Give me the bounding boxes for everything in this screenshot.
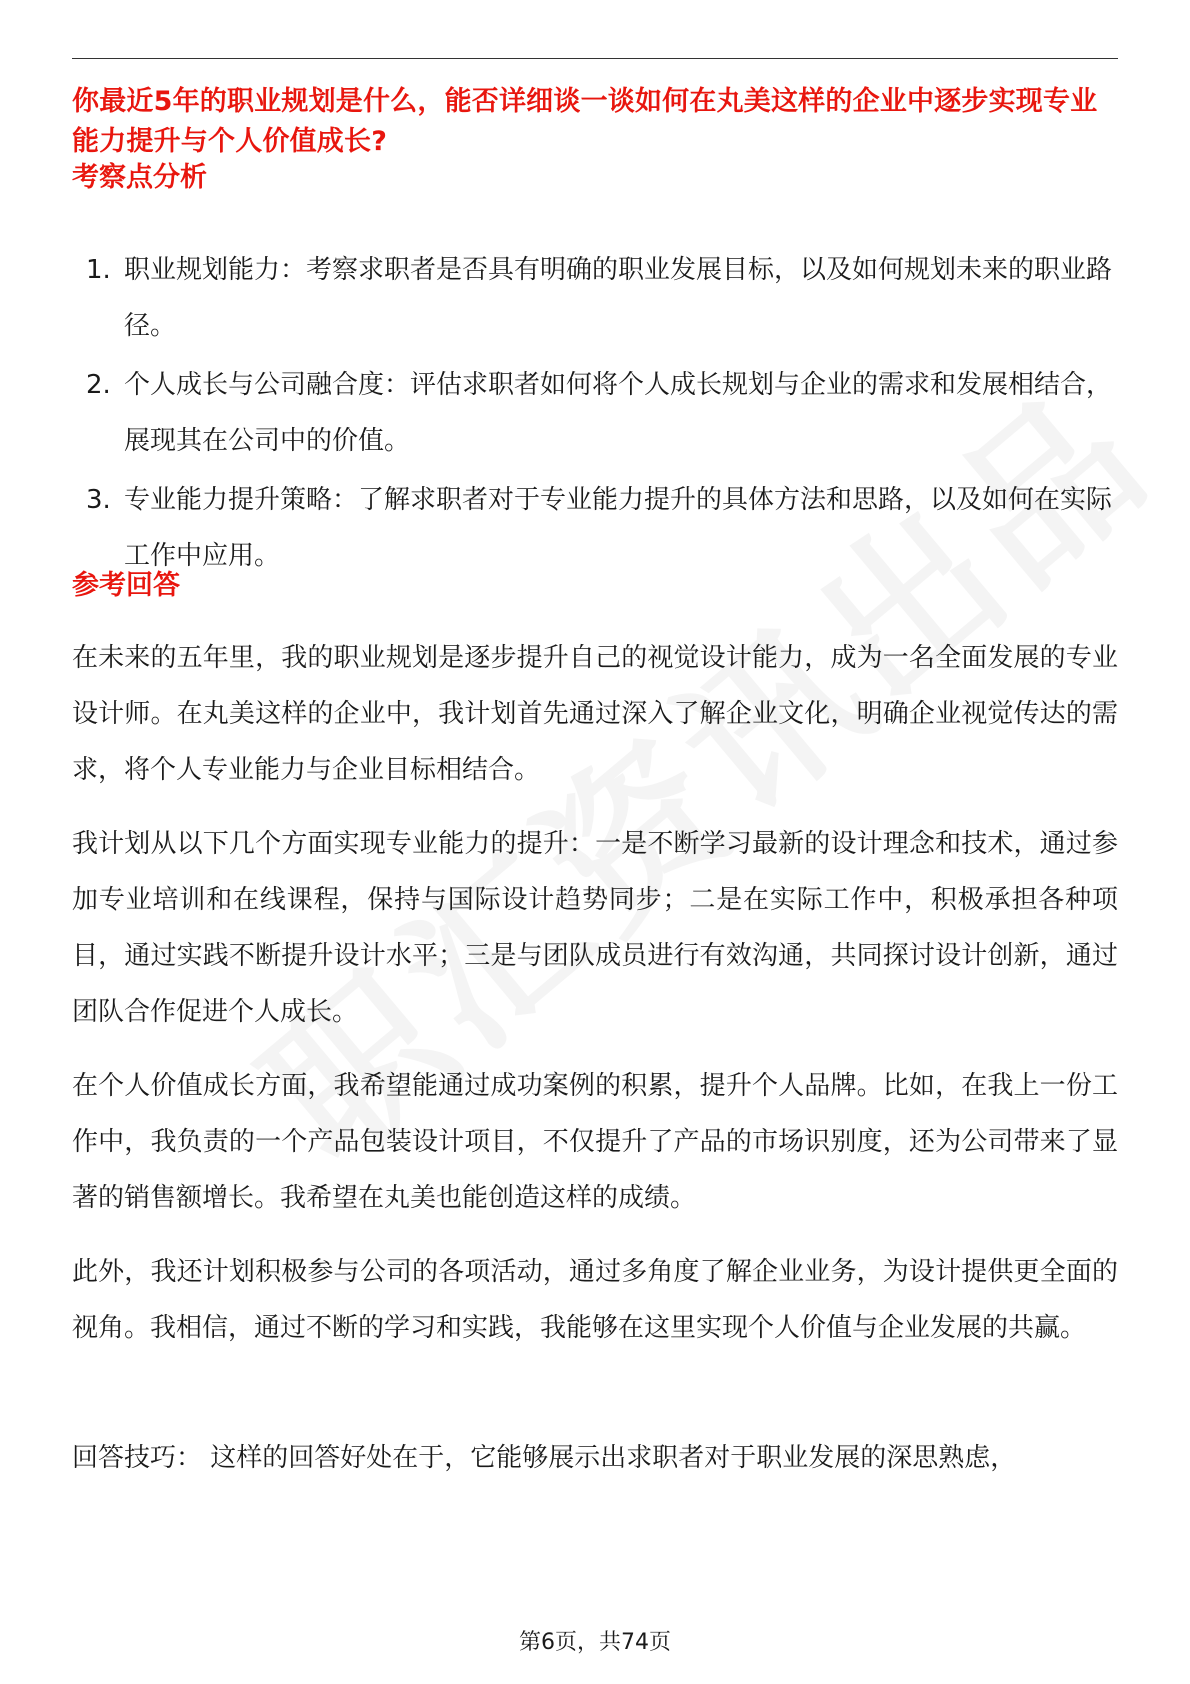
answer-tips: 回答技巧： 这样的回答好处在于，它能够展示出求职者对于职业发展的深思熟虑，: [72, 1443, 1017, 1473]
answer-paragraph: 在未来的五年里，我的职业规划是逐步提升自己的视觉设计能力，成为一名全面发展的专业设计师。在丸美这样的企业中，我计划首先通过深入了解企业文化，明确企业视觉传达的需求，将个人专业能力与企业目标相结合。: [72, 643, 1118, 785]
analysis-item-number: 1.: [86, 255, 111, 285]
analysis-item: [72, 357, 1118, 469]
analysis-item-text: 个人成长与公司融合度：评估求职者如何将个人成长规划与企业的需求和发展相结合，展现其在公司中的价值。: [124, 370, 1113, 456]
answer-heading: 参考回答: [72, 570, 180, 601]
analysis-item: [72, 242, 1118, 354]
analysis-item-text: 专业能力提升策略：了解求职者对于专业能力提升的具体方法和思路，以及如何在实际工作中应用。: [124, 485, 1113, 571]
analysis-item: [72, 472, 1118, 584]
analysis-heading: 考察点分析: [72, 162, 207, 193]
top-divider: [72, 58, 1118, 59]
answer-paragraph: 我计划从以下几个方面实现专业能力的提升：一是不断学习最新的设计理念和技术，通过参加专业培训和在线课程，保持与国际设计趋势同步；二是在实际工作中，积极承担各种项目，通过实践不断提升设计水平；三是与团队成员进行有效沟通，共同探讨设计创新，通过团队合作促进个人成长。: [72, 829, 1118, 1027]
analysis-item-number: 2.: [86, 370, 111, 400]
analysis-item-text: 职业规划能力：考察求职者是否具有明确的职业发展目标，以及如何规划未来的职业路径。: [124, 255, 1113, 341]
page-number: 第6页，共74页: [519, 1630, 671, 1655]
question-title: 你最近5年的职业规划是什么，能否详细谈一谈如何在丸美这样的企业中逐步实现专业能力提升与个人价值成长?: [72, 86, 1098, 157]
answer-paragraph: 在个人价值成长方面，我希望能通过成功案例的积累，提升个人品牌。比如，在我上一份工作中，我负责的一个产品包装设计项目，不仅提升了产品的市场识别度，还为公司带来了显著的销售额增长。我希望在丸美也能创造这样的成绩。: [72, 1071, 1118, 1213]
analysis-list: [72, 242, 1118, 587]
answer-paragraph: 此外，我还计划积极参与公司的各项活动，通过多角度了解企业业务，为设计提供更全面的视角。我相信，通过不断的学习和实践，我能够在这里实现个人价值与企业发展的共赢。: [72, 1257, 1118, 1343]
analysis-item-number: 3.: [86, 485, 111, 515]
